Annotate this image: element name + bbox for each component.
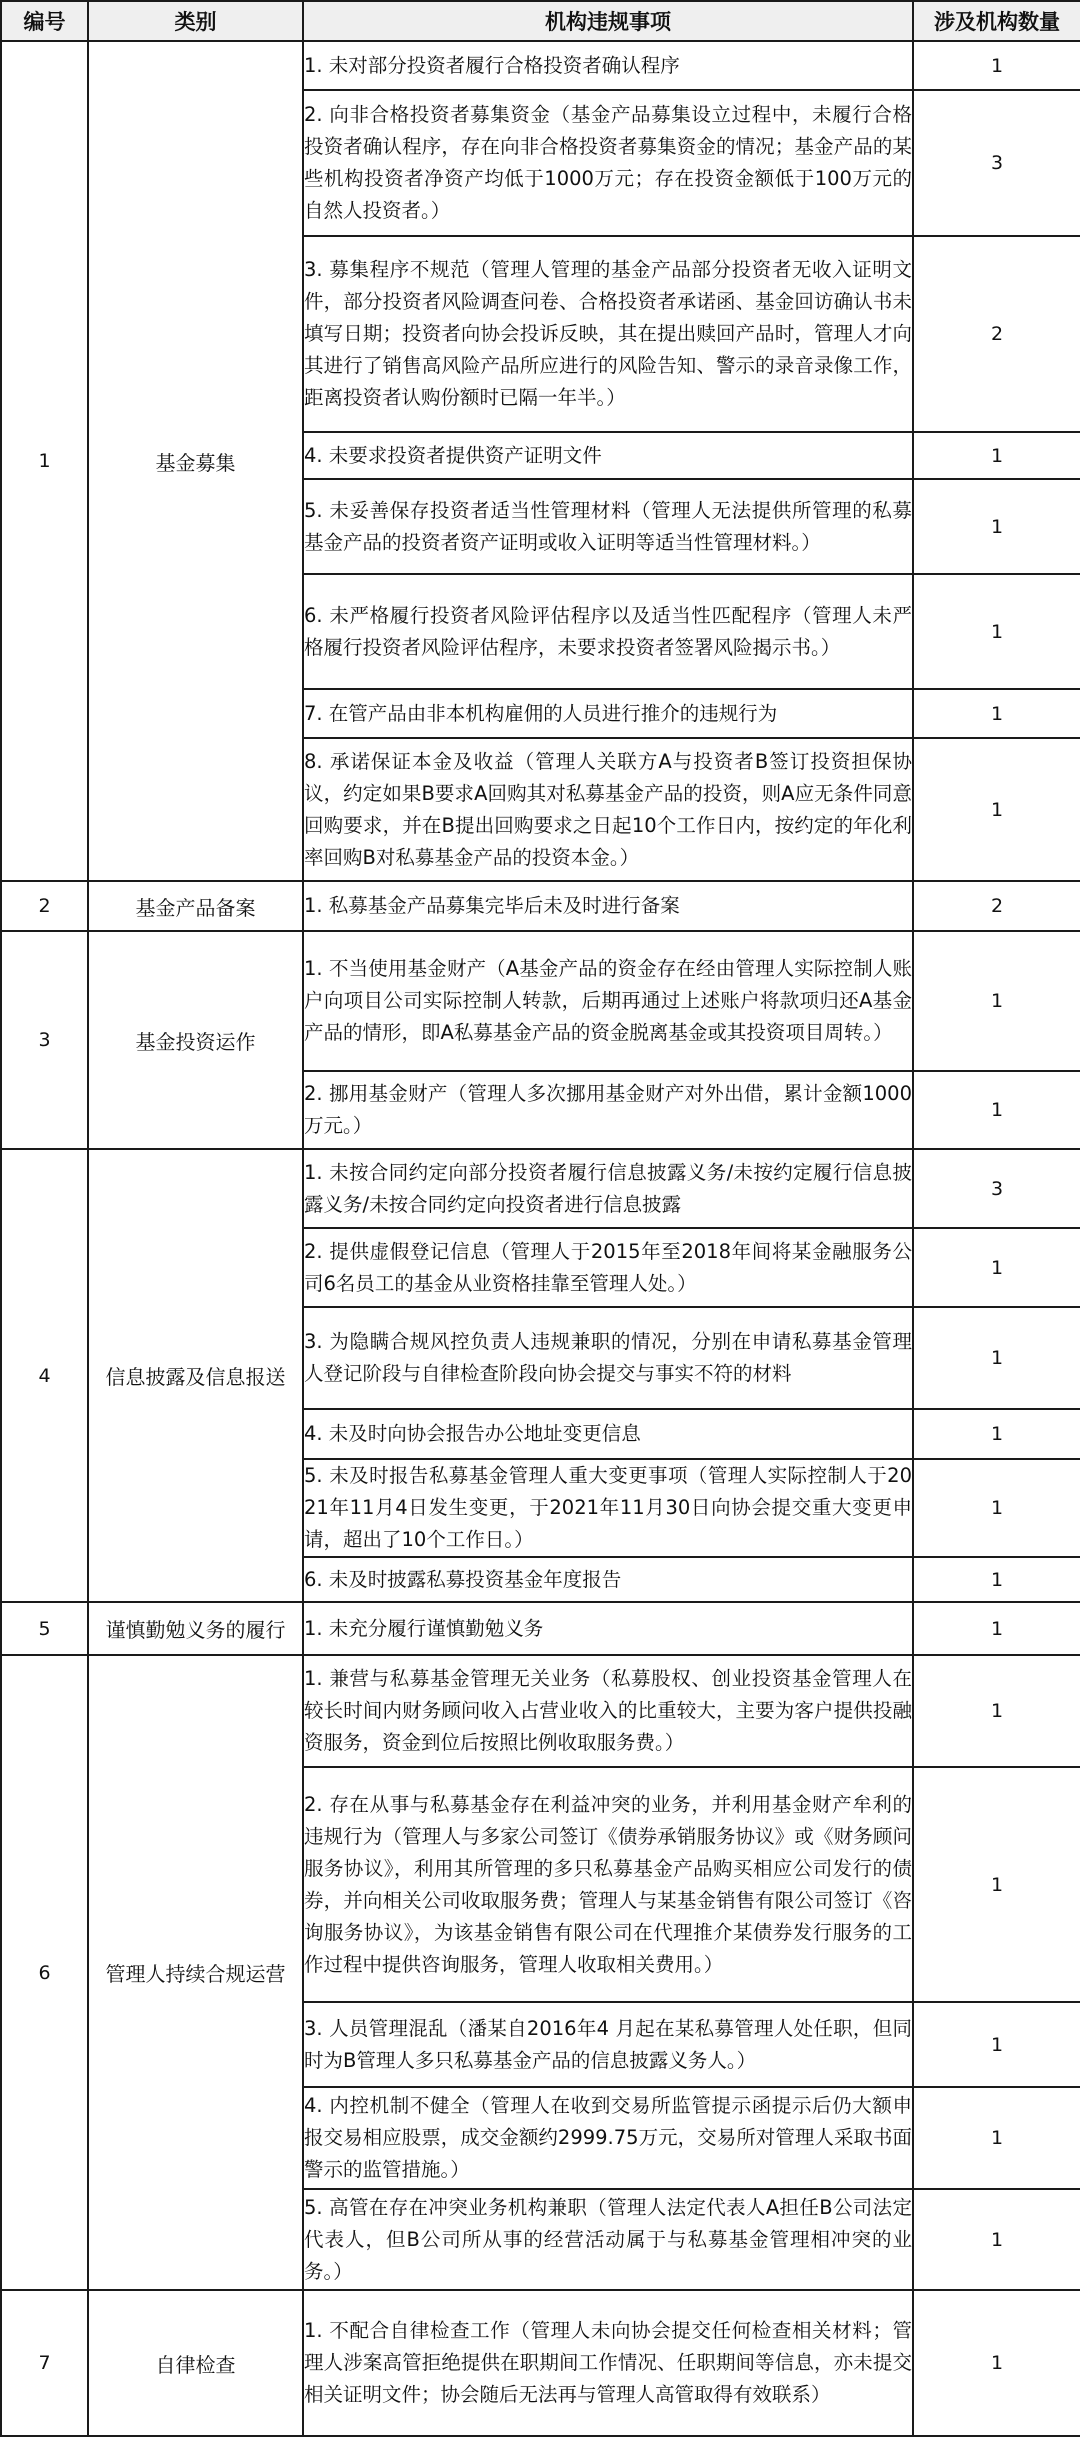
institution-count: 1: [913, 2087, 1080, 2189]
section-number: 3: [1, 931, 88, 1149]
institution-count: 1: [913, 1459, 1080, 1557]
section-category: 谨慎勤勉义务的履行: [88, 1602, 303, 1655]
header-no: 编号: [1, 1, 88, 41]
institution-count: 3: [913, 1149, 1080, 1228]
section-category: 信息披露及信息报送: [88, 1149, 303, 1602]
institution-count: 1: [913, 2002, 1080, 2087]
institution-count: 1: [913, 738, 1080, 881]
violation-item: 2. 存在从事与私募基金存在利益冲突的业务，并利用基金财产牟利的违规行为（管理人与多家公司签订《债券承销服务协议》或《财务顾问服务协议》，利用其所管理的多只私募基金产品购买相应公司发行的债券，并向相关公司收取服务费；管理人与某基金销售有限公司签订《咨询服务协议》，为该基金销售有限公司在代理推介某债券发行服务的工作过程中提供咨询服务，管理人收取相关费用。）: [303, 1767, 913, 2002]
institution-count: 1: [913, 574, 1080, 689]
institution-count: 1: [913, 41, 1080, 90]
section-category: 基金募集: [88, 41, 303, 881]
institution-count: 2: [913, 236, 1080, 432]
section-number: 4: [1, 1149, 88, 1602]
header-violation: 机构违规事项: [303, 1, 913, 41]
institution-count: 1: [913, 432, 1080, 479]
violation-item: 3. 人员管理混乱（潘某自2016年4 月起在某私募管理人处任职，但同时为B管理人多只私募基金产品的信息披露义务人。）: [303, 2002, 913, 2087]
violation-item: 1. 私募基金产品募集完毕后未及时进行备案: [303, 881, 913, 931]
section-category: 自律检查: [88, 2290, 303, 2436]
violation-item: 5. 高管在存在冲突业务机构兼职（管理人法定代表人A担任B公司法定代表人，但B公司所从事的经营活动属于与私募基金管理相冲突的业务。）: [303, 2189, 913, 2290]
header-category: 类别: [88, 1, 303, 41]
violation-item: 5. 未及时报告私募基金管理人重大变更事项（管理人实际控制人于2021年11月4日发生变更，于2021年11月30日向协会提交重大变更申请，超出了10个工作日。）: [303, 1459, 913, 1557]
table-row: [1, 1149, 1080, 1228]
institution-count: 1: [913, 1767, 1080, 2002]
institution-count: 1: [913, 479, 1080, 574]
violation-item: 4. 未及时向协会报告办公地址变更信息: [303, 1409, 913, 1459]
header-count: 涉及机构数量: [913, 1, 1080, 41]
institution-count: 1: [913, 2189, 1080, 2290]
violation-item: 5. 未妥善保存投资者适当性管理材料（管理人无法提供所管理的私募基金产品的投资者资产证明或收入证明等适当性管理材料。）: [303, 479, 913, 574]
institution-count: 1: [913, 1557, 1080, 1602]
table-row: [1, 41, 1080, 90]
violation-item: 3. 募集程序不规范（管理人管理的基金产品部分投资者无收入证明文件，部分投资者风险调查问卷、合格投资者承诺函、基金回访确认书未填写日期；投资者向协会投诉反映，其在提出赎回产品时，管理人才向其进行了销售高风险产品所应进行的风险告知、警示的录音录像工作，距离投资者认购份额时已隔一年半。）: [303, 236, 913, 432]
section-number: 1: [1, 41, 88, 881]
violation-item: 1. 兼营与私募基金管理无关业务（私募股权、创业投资基金管理人在较长时间内财务顾问收入占营业收入的比重较大，主要为客户提供投融资服务，资金到位后按照比例收取服务费。）: [303, 1655, 913, 1767]
institution-count: 1: [913, 1409, 1080, 1459]
institution-count: 1: [913, 931, 1080, 1071]
violation-item: 1. 未对部分投资者履行合格投资者确认程序: [303, 41, 913, 90]
institution-count: 1: [913, 689, 1080, 738]
section-category: 基金产品备案: [88, 881, 303, 931]
violation-item: 1. 不配合自律检查工作（管理人未向协会提交任何检查相关材料；管理人涉案高管拒绝提供在职期间工作情况、任职期间等信息，亦未提交相关证明文件；协会随后无法再与管理人高管取得有效联系）: [303, 2290, 913, 2436]
violation-item: 7. 在管产品由非本机构雇佣的人员进行推介的违规行为: [303, 689, 913, 738]
violation-item: 2. 提供虚假登记信息（管理人于2015年至2018年间将某金融服务公司6名员工的基金从业资格挂靠至管理人处。）: [303, 1228, 913, 1307]
violation-item: 6. 未严格履行投资者风险评估程序以及适当性匹配程序（管理人未严格履行投资者风险评估程序，未要求投资者签署风险揭示书。）: [303, 574, 913, 689]
violation-item: 4. 未要求投资者提供资产证明文件: [303, 432, 913, 479]
institution-count: 2: [913, 881, 1080, 931]
section-category: 基金投资运作: [88, 931, 303, 1149]
section-number: 7: [1, 2290, 88, 2436]
violation-item: 2. 向非合格投资者募集资金（基金产品募集设立过程中，未履行合格投资者确认程序，存在向非合格投资者募集资金的情况；基金产品的某些机构投资者净资产均低于1000万元；存在投资金额低于100万元的自然人投资者。）: [303, 90, 913, 236]
header-row: [1, 1, 1080, 41]
institution-count: 3: [913, 90, 1080, 236]
section-number: 5: [1, 1602, 88, 1655]
institution-count: 1: [913, 1655, 1080, 1767]
institution-count: 1: [913, 2290, 1080, 2436]
table-row: [1, 931, 1080, 1071]
table-body: [1, 41, 1080, 2436]
violation-item: 6. 未及时披露私募投资基金年度报告: [303, 1557, 913, 1602]
violation-item: 1. 未充分履行谨慎勤勉义务: [303, 1602, 913, 1655]
violation-item: 3. 为隐瞒合规风控负责人违规兼职的情况，分别在申请私募基金管理人登记阶段与自律检查阶段向协会提交与事实不符的材料: [303, 1307, 913, 1409]
section-number: 6: [1, 1655, 88, 2290]
institution-count: 1: [913, 1307, 1080, 1409]
section-number: 2: [1, 881, 88, 931]
table-row: [1, 2290, 1080, 2436]
table-row: [1, 1602, 1080, 1655]
institution-count: 1: [913, 1071, 1080, 1149]
institution-count: 1: [913, 1602, 1080, 1655]
violation-item: 1. 未按合同约定向部分投资者履行信息披露义务/未按约定履行信息披露义务/未按合同约定向投资者进行信息披露: [303, 1149, 913, 1228]
table-row: [1, 881, 1080, 931]
violation-item: 8. 承诺保证本金及收益（管理人关联方A与投资者B签订投资担保协议，约定如果B要求A回购其对私募基金产品的投资，则A应无条件同意回购要求，并在B提出回购要求之日起10个工作日内，按约定的年化利率回购B对私募基金产品的投资本金。）: [303, 738, 913, 881]
violation-item: 1. 不当使用基金财产（A基金产品的资金存在经由管理人实际控制人账户向项目公司实际控制人转款，后期再通过上述账户将款项归还A基金产品的情形，即A私募基金产品的资金脱离基金或其投资项目周转。）: [303, 931, 913, 1071]
section-category: 管理人持续合规运营: [88, 1655, 303, 2290]
table-row: [1, 1655, 1080, 1767]
institution-count: 1: [913, 1228, 1080, 1307]
violation-item: 2. 挪用基金财产（管理人多次挪用基金财产对外出借，累计金额1000万元。）: [303, 1071, 913, 1149]
violation-item: 4. 内控机制不健全（管理人在收到交易所监管提示函提示后仍大额申报交易相应股票，成交金额约2999.75万元，交易所对管理人采取书面警示的监管措施。）: [303, 2087, 913, 2189]
